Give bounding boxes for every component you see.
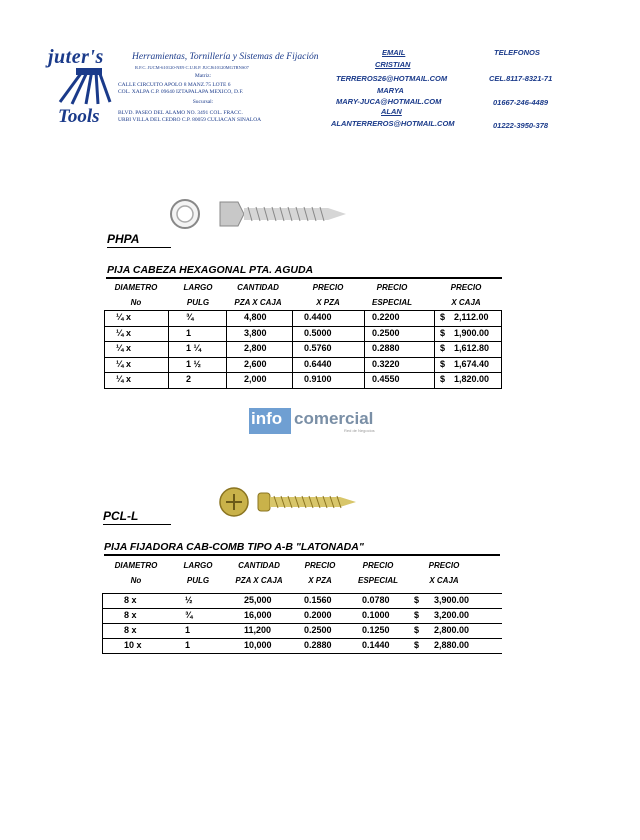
cell-diametro: ¼ x	[116, 374, 132, 384]
cell-precio-pza: 0.9100	[304, 374, 332, 384]
cell-diametro: 8 x	[124, 595, 137, 605]
cell-dollar-sign: $	[414, 625, 420, 635]
cell-precio-caja: 2,112.00	[454, 312, 489, 322]
cell-largo: 1	[185, 640, 191, 650]
column-divider	[226, 310, 227, 388]
col-subheader-no: No	[130, 576, 142, 585]
email-heading: EMAIL	[382, 48, 406, 57]
col-header-diametro: DIAMETRO	[114, 283, 158, 292]
row-divider	[102, 608, 502, 609]
col-header-precio: PRECIO	[450, 283, 482, 292]
cell-largo: ¾	[186, 312, 194, 322]
cell-precio-caja: 1,674.40	[454, 358, 490, 369]
cell-cantidad: 2,000	[244, 374, 267, 384]
cell-precio-especial: 0.1440	[362, 640, 390, 650]
row-divider	[104, 310, 502, 311]
code-underline	[107, 247, 171, 248]
row-divider	[104, 326, 502, 327]
cell-largo: 1 ½	[186, 358, 202, 369]
col-header-largo: LARGO	[183, 283, 213, 292]
col-subheader-pulg: PULG	[186, 576, 210, 585]
email-2[interactable]: MARY-JUCA@HOTMAIL.COM	[336, 97, 442, 106]
title-underline	[104, 554, 500, 556]
col-header-precio: PRECIO	[428, 561, 460, 570]
cell-precio-especial: 0.3220	[372, 358, 400, 369]
cell-precio-pza: 0.2880	[304, 640, 332, 650]
code-underline	[103, 524, 171, 525]
title-underline	[106, 277, 502, 279]
col-header-precio: PRECIO	[304, 561, 336, 570]
cell-precio-caja: 1,612.80	[454, 343, 490, 353]
cell-precio-caja: 3,900.00	[434, 595, 470, 605]
cell-cantidad: 16,000	[244, 610, 272, 620]
product-code: PCL-L	[103, 509, 139, 523]
cell-precio-pza: 0.5760	[304, 343, 332, 353]
col-subheader-xpza: X PZA	[308, 576, 332, 585]
cell-dollar-sign: $	[440, 374, 446, 384]
cell-largo: 1	[185, 625, 191, 635]
cell-largo: 1	[186, 327, 192, 338]
tagline: Herramientas, Tornillería y Sistemas de Fijación	[132, 52, 319, 62]
cell-diametro: ¼ x	[116, 327, 132, 338]
email-3[interactable]: ALANTERREROS@HOTMAIL.COM	[331, 119, 455, 128]
col-subheader-xcaja: X CAJA	[429, 576, 459, 585]
phone-heading: TELEFONOS	[494, 48, 540, 57]
row-divider	[102, 653, 502, 654]
cell-precio-especial: 0.2880	[372, 343, 400, 353]
cell-precio-pza: 0.1560	[304, 595, 332, 605]
cell-precio-caja: 3,200.00	[434, 610, 470, 620]
brand-name: juter's	[48, 46, 104, 68]
cell-precio-pza: 0.2000	[304, 610, 332, 620]
email-name-1: CRISTIAN	[375, 60, 411, 69]
cell-largo: ½	[185, 595, 193, 605]
cell-diametro: ¼ x	[116, 312, 132, 322]
cell-precio-especial: 0.4550	[372, 374, 400, 384]
cell-diametro: 10 x	[124, 640, 142, 650]
col-subheader-especial: ESPECIAL	[357, 576, 398, 585]
col-header-precio: PRECIO	[312, 283, 344, 292]
cell-cantidad: 10,000	[244, 640, 272, 650]
cell-dollar-sign: $	[440, 312, 446, 322]
col-subheader-xpza: X PZA	[316, 298, 340, 307]
col-subheader-especial: ESPECIAL	[371, 298, 412, 307]
row-divider	[104, 372, 502, 373]
column-divider	[102, 593, 103, 653]
cell-precio-especial: 0.1250	[362, 625, 390, 635]
row-divider	[102, 623, 502, 624]
sucursal-address-1: BLVD. PASEO DEL ALAMO NO. 3491 COL. FRACC.	[118, 110, 243, 116]
cell-precio-especial: 0.0780	[362, 595, 390, 605]
cell-cantidad: 2,600	[244, 358, 267, 369]
cell-precio-especial: 0.1000	[362, 610, 390, 620]
col-subheader-pulg: PULG	[186, 298, 210, 307]
cell-precio-caja: 2,800.00	[434, 625, 470, 635]
cell-dollar-sign: $	[414, 640, 420, 650]
product-title: PIJA CABEZA HEXAGONAL PTA. AGUDA	[107, 264, 314, 276]
cell-cantidad: 3,800	[244, 327, 267, 338]
cell-diametro: 8 x	[124, 625, 137, 635]
col-header-diametro: DIAMETRO	[114, 561, 158, 570]
column-divider	[501, 310, 502, 388]
column-divider	[364, 310, 365, 388]
rfc-text: R.F.C. JUCM-610120-NE9 C.U.R.P. JUCJ610120MGTRNS07	[135, 65, 249, 70]
col-subheader-pza: PZA X CAJA	[234, 298, 282, 307]
cell-diametro: 8 x	[124, 610, 137, 620]
cell-diametro: ¼ x	[116, 343, 132, 353]
watermark-info: info	[251, 409, 283, 428]
brass-screw-image	[218, 484, 358, 520]
column-divider	[104, 310, 105, 388]
cell-cantidad: 25,000	[244, 595, 272, 605]
cell-dollar-sign: $	[414, 610, 420, 620]
product-code: PHPA	[107, 232, 140, 246]
col-header-precio: PRECIO	[362, 561, 394, 570]
col-subheader-xcaja: X CAJA	[451, 298, 481, 307]
col-header-cantidad: CANTIDAD	[238, 561, 280, 570]
cell-precio-pza: 0.5000	[304, 327, 332, 338]
column-divider	[292, 310, 293, 388]
matriz-address-1: CALLE CIRCUITO APOLO 8 MANZ.75 LOTE 6	[118, 82, 231, 88]
cell-dollar-sign: $	[440, 327, 446, 338]
cell-precio-pza: 0.4400	[304, 312, 332, 322]
column-divider	[434, 310, 435, 388]
email-name-3: ALAN	[381, 107, 402, 116]
cell-precio-pza: 0.6440	[304, 358, 332, 369]
watermark-comercial: comercial	[294, 409, 374, 428]
sucursal-label: Sucursal:	[192, 99, 214, 105]
cell-largo: 1 ¼	[186, 343, 202, 353]
cell-dollar-sign: $	[440, 343, 446, 353]
cell-precio-caja: 1,900.00	[454, 327, 490, 338]
cell-dollar-sign: $	[414, 595, 420, 605]
email-name-2: MARYA	[377, 86, 404, 95]
row-divider	[102, 593, 502, 594]
sucursal-address-2: URBI VILLA DEL CEDRO C.P. 80059 CULIACAN SINALOA	[118, 117, 262, 123]
cell-cantidad: 4,800	[244, 312, 267, 322]
cell-precio-caja: 2,880.00	[434, 640, 470, 650]
cell-precio-pza: 0.2500	[304, 625, 332, 635]
phone-1: CEL.8117-8321-71	[489, 74, 553, 83]
row-divider	[102, 638, 502, 639]
row-divider	[104, 341, 502, 342]
matriz-label: Matriz:	[194, 73, 212, 79]
phone-3: 01222-3950-378	[493, 121, 549, 130]
cell-cantidad: 2,800	[244, 343, 267, 353]
hex-screw-image	[168, 196, 350, 232]
col-subheader-pza: PZA X CAJA	[235, 576, 283, 585]
matriz-address-2: COL. XALPA C.P. 09640 IZTAPALAPA MEXICO, D.F.	[118, 89, 244, 95]
col-header-largo: LARGO	[183, 561, 213, 570]
col-header-precio: PRECIO	[376, 283, 408, 292]
email-1[interactable]: TERREROS26@HOTMAIL.COM	[336, 74, 448, 83]
col-header-cantidad: CANTIDAD	[237, 283, 279, 292]
cell-precio-caja: 1,820.00	[454, 374, 490, 384]
cell-precio-especial: 0.2200	[372, 312, 400, 322]
tools-logo-icon	[52, 66, 122, 106]
cell-largo: ¾	[185, 610, 193, 620]
cell-largo: 2	[186, 374, 192, 384]
cell-cantidad: 11,200	[244, 625, 272, 635]
cell-precio-especial: 0.2500	[372, 327, 400, 338]
phone-2: 01667-246-4489	[493, 98, 549, 107]
cell-diametro: ¼ x	[116, 358, 132, 369]
brand-name-tools: Tools	[58, 106, 100, 127]
cell-dollar-sign: $	[440, 358, 446, 369]
row-divider	[104, 388, 502, 389]
row-divider	[104, 357, 502, 358]
watermark-subtext: Red de Negocios	[344, 428, 375, 433]
column-divider	[168, 310, 169, 388]
col-subheader-no: No	[130, 298, 142, 307]
product-title: PIJA FIJADORA CAB-COMB TIPO A-B "LATONADA"	[104, 541, 364, 553]
